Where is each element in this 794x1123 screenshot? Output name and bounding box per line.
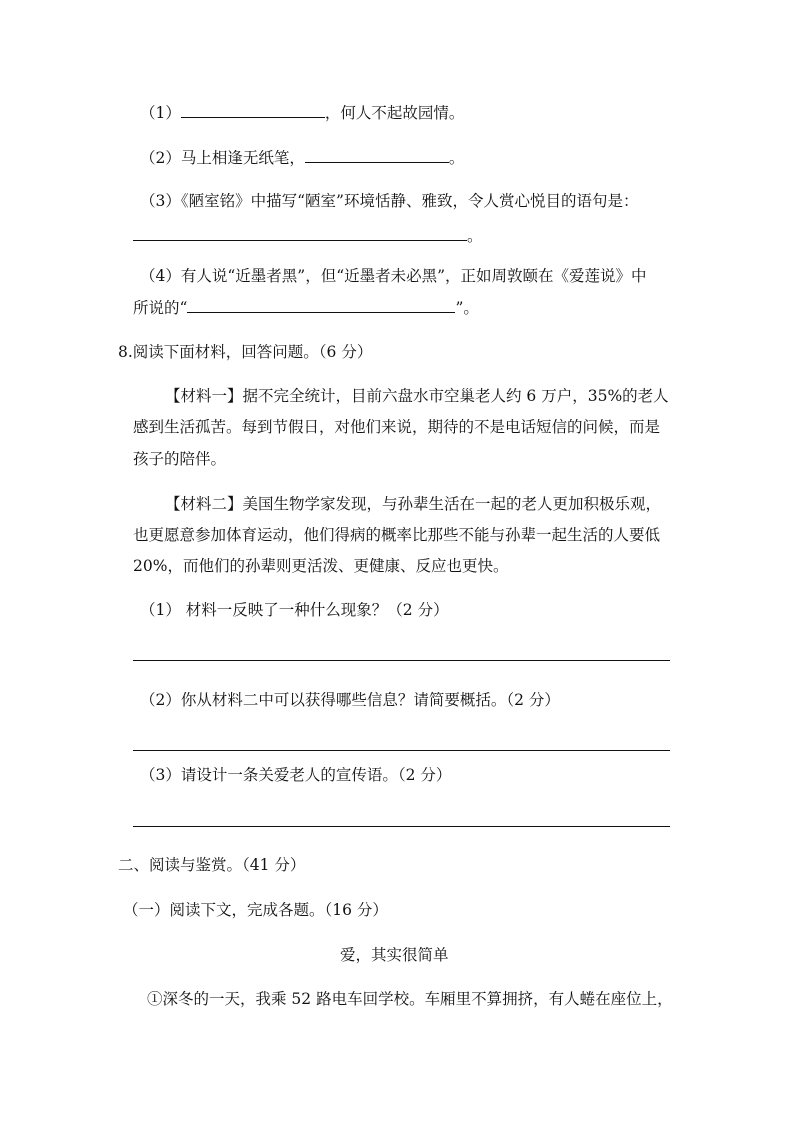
q3-end: 。 [467, 227, 483, 245]
section2-heading: 二、阅读与鉴赏。（41 分） [118, 856, 306, 874]
material1-line2: 感到生活孤苦。每到节假日，对他们来说，期待的不是电话短信的问候，而是 [133, 418, 661, 436]
q4-answer-blank[interactable] [187, 296, 455, 313]
q8-sub2: （2）你从材料二中可以获得哪些信息？请简要概括。（2 分） [140, 691, 560, 709]
q2-prefix: （2）马上相逢无纸笔， [140, 149, 305, 167]
material2-line1: 【材料二】美国生物学家发现，与孙辈生活在一起的老人更加积极乐观， [165, 495, 662, 513]
q1-prefix: （1） [140, 104, 181, 122]
q8-sub2-answer-line[interactable] [133, 750, 670, 751]
fill-blank-q3-answer [133, 224, 483, 246]
fill-blank-q3 [140, 191, 638, 211]
question8-heading: 8.阅读下面材料，回答问题。（6 分） [118, 343, 373, 361]
article-title: 爱，其实很简单 [340, 946, 449, 964]
material2-line3: 20%，而他们的孙辈则更活泼、更健康、反应也更快。 [133, 557, 509, 575]
q4-line2-suffix: ”。 [455, 299, 479, 317]
fill-blank-q2 [140, 146, 464, 168]
q8-sub3-answer-line[interactable] [133, 826, 670, 827]
q4-line1: （4）有人说“近墨者黑”，但“近墨者未必黑”，正如周敦颐在《爱莲说》中 [140, 267, 647, 285]
material1-line1: 【材料一】据不完全统计，目前六盘水市空巢老人约 6 万户，35%的老人 [165, 387, 669, 405]
material2-line2: 也更愿意参加体育运动，他们得病的概率比那些不能与孙辈一起生活的人要低 [133, 526, 661, 544]
fill-blank-q4-answer [133, 296, 479, 318]
q3-text: （3）《陋室铭》中描写“陋室”环境恬静、雅致，令人赏心悦目的语句是： [140, 192, 639, 210]
section2-part1: （一）阅读下文，完成各题。（16 分） [123, 901, 388, 919]
fill-blank-q4 [140, 266, 647, 286]
q1-suffix: ，何人不起故园情。 [324, 104, 465, 122]
q2-answer-blank[interactable] [305, 146, 449, 163]
q4-line2-prefix: 所说的“ [133, 299, 188, 317]
q2-suffix: 。 [448, 149, 465, 167]
q3-answer-blank[interactable] [133, 224, 467, 241]
q8-sub1-answer-line[interactable] [133, 660, 670, 661]
fill-blank-q1 [140, 101, 464, 123]
article-para1: ①深冬的一天，我乘 52 路电车回学校。车厢里不算拥挤，有人蜷在座位上， [147, 990, 673, 1008]
q8-sub1: （1） 材料一反映了一种什么现象？（2 分） [140, 601, 449, 619]
q8-sub3: （3）请设计一条关爱老人的宣传语。（2 分） [140, 766, 452, 784]
q1-answer-blank[interactable] [181, 101, 325, 118]
material1-line3: 孩子的陪伴。 [133, 450, 227, 468]
